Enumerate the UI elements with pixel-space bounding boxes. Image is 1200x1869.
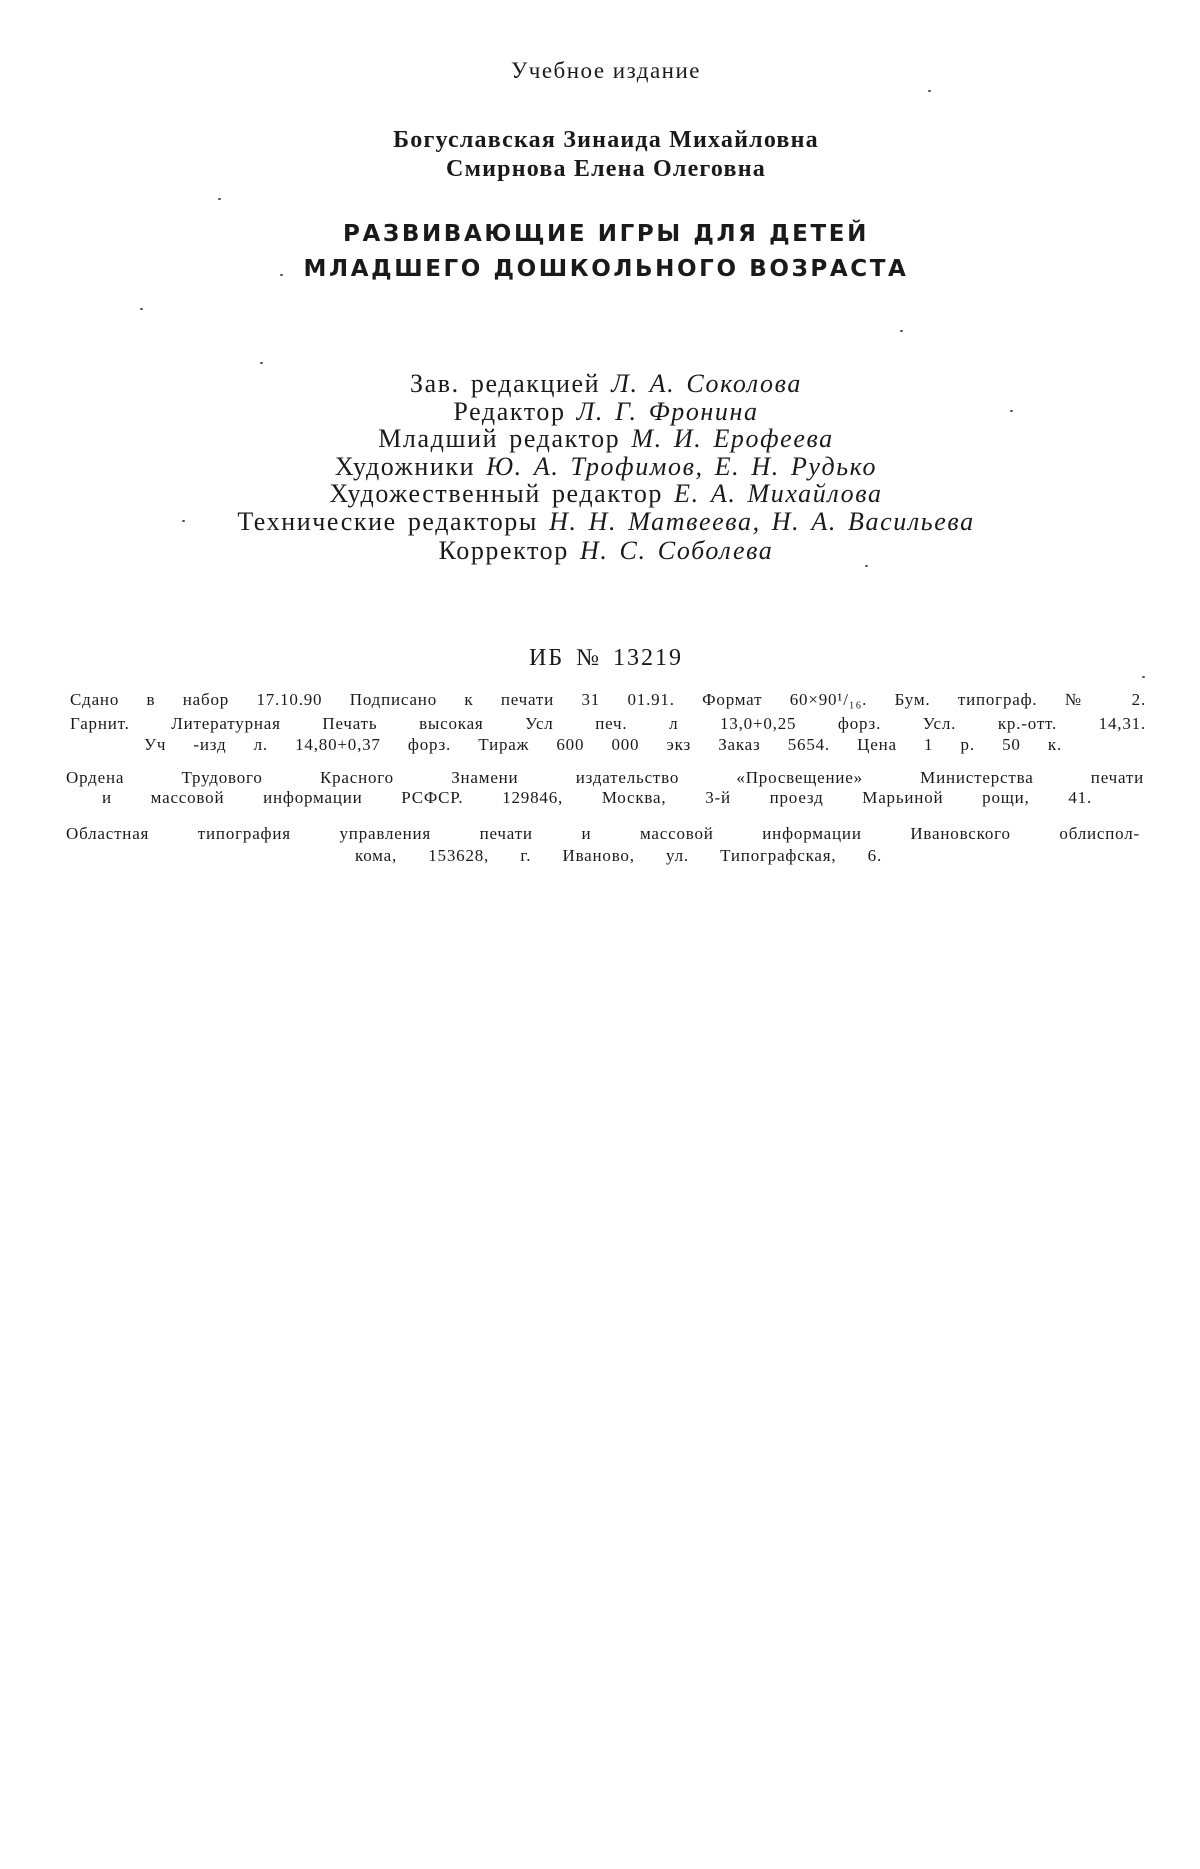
- scan-speck: [865, 565, 868, 567]
- scan-speck: [928, 90, 931, 92]
- scan-speck: [218, 198, 221, 200]
- imprint-production-line: Сдано в набор 17.10.90 Подписано к печати 31 01.91. Формат 60×90¹/₁₆. Бум. типограф. № 2.: [70, 690, 1146, 709]
- credit-role: Редактор: [453, 397, 566, 426]
- credit-names: Л. А. Соколова: [611, 369, 802, 398]
- credit-names: Н. Н. Матвеева, Н. А. Васильева: [549, 507, 975, 536]
- credit-line: [12, 369, 1200, 399]
- credit-line: [12, 479, 1200, 509]
- imprint-production-line: Гарнит. Литературная Печать высокая Усл печ. л 13,0+0,25 форз. Усл. кр.-отт. 14,31.: [70, 714, 1146, 733]
- imprint-printer-line: Областная типография управления печати и массовой информации Ивановского облиспол-: [66, 824, 1140, 843]
- ib-number: ИБ № 13219: [528, 645, 683, 671]
- imprint-publisher-line: и массовой информации РСФСР. 129846, Москва, 3-й проезд Марьиной рощи, 41.: [102, 788, 1092, 807]
- credit-line: [12, 424, 1200, 454]
- credit-names: Н. С. Соболева: [579, 536, 774, 565]
- imprint-production-line: Уч -изд л. 14,80+0,37 форз. Тираж 600 000 экз Заказ 5654. Цена 1 р. 50 к.: [144, 735, 1062, 754]
- credit-role: Технические редакторы: [237, 507, 538, 536]
- credit-line: [12, 397, 1200, 427]
- credit-line: [12, 507, 1200, 537]
- credit-names: Ю. А. Трофимов, Е. Н. Рудько: [486, 452, 878, 481]
- author-name: Богуславская Зинаида Михайловна: [393, 127, 819, 153]
- credit-role: Корректор: [438, 536, 569, 565]
- credit-line: [12, 452, 1200, 482]
- scan-speck: [182, 520, 185, 522]
- credit-names: Е. А. Михайлова: [674, 479, 883, 508]
- author-name: Смирнова Елена Олеговна: [446, 156, 766, 182]
- imprint-printer-line: кома, 153628, г. Иваново, ул. Типографская, 6.: [355, 846, 882, 865]
- scan-speck: [1010, 410, 1013, 412]
- book-title-line: МЛАДШЕГО ДОШКОЛЬНОГО ВОЗРАСТА: [303, 256, 909, 282]
- credit-role: Зав. редакцией: [410, 369, 601, 398]
- scan-speck: [1142, 676, 1145, 678]
- credit-names: Л. Г. Фронина: [576, 397, 759, 426]
- scan-speck: [280, 274, 283, 276]
- credit-role: Художественный редактор: [329, 479, 664, 508]
- scan-speck: [900, 330, 903, 332]
- credit-line: [12, 536, 1200, 566]
- imprint-publisher-line: Ордена Трудового Красного Знамени издательство «Просвещение» Министерства печати: [66, 768, 1144, 787]
- edition-type: Учебное издание: [510, 58, 702, 83]
- credit-role: Художники: [334, 452, 476, 481]
- credit-role: Младший редактор: [378, 424, 621, 453]
- scan-speck: [260, 362, 263, 364]
- book-title-line: РАЗВИВАЮЩИЕ ИГРЫ ДЛЯ ДЕТЕЙ: [343, 221, 869, 247]
- scan-speck: [140, 308, 143, 310]
- credit-names: М. И. Ерофеева: [631, 424, 834, 453]
